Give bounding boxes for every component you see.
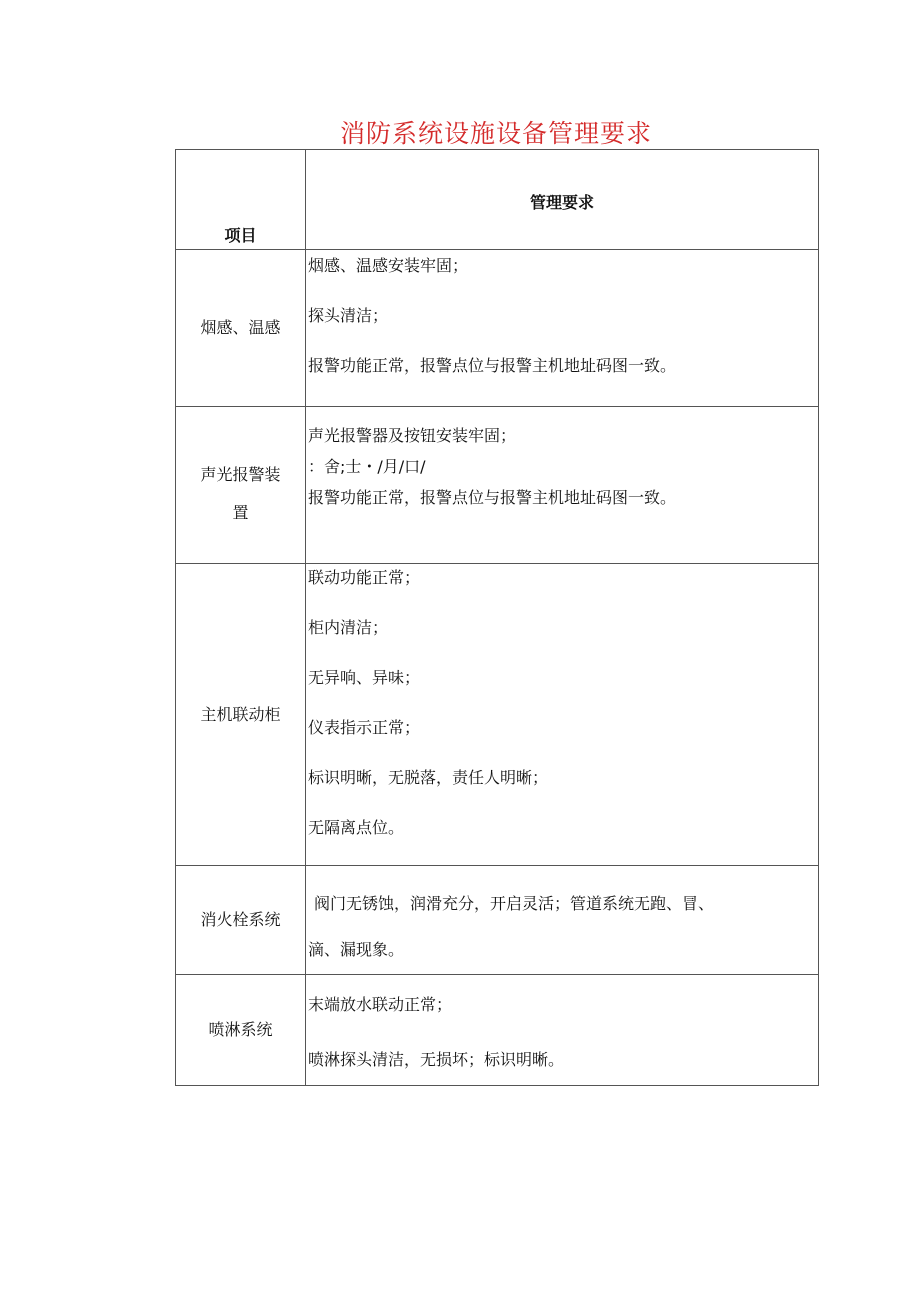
item-cell xyxy=(176,866,306,975)
header-item-cell xyxy=(176,150,306,250)
item-cell xyxy=(176,975,306,1086)
header-requirements-cell xyxy=(306,150,819,250)
table-row xyxy=(176,866,819,975)
table-row xyxy=(176,407,819,564)
item-name: 烟感、温感 xyxy=(200,318,281,337)
requirement-line: ：舍;士・/月/口/ xyxy=(308,457,426,476)
item-cell xyxy=(176,407,306,564)
item-name-continued: 置 xyxy=(232,503,249,522)
table-row xyxy=(176,250,819,407)
requirement-line: 联动功能正常； xyxy=(308,568,421,587)
item-name: 主机联动柜 xyxy=(200,704,281,724)
requirement-line: 柜内清洁； xyxy=(308,618,389,637)
requirement-line: 末端放水联动正常； xyxy=(308,995,453,1014)
requirement-line: 报警功能正常，报警点位与报警主机地址码图一致。 xyxy=(308,488,677,507)
table-header-row xyxy=(176,150,819,250)
item-name: 喷淋系统 xyxy=(208,1020,273,1039)
document-title: 消防系统设施设备管理要求 xyxy=(339,119,652,148)
requirements-cell xyxy=(306,407,819,564)
requirements-cell xyxy=(306,866,819,975)
table-row xyxy=(176,564,819,866)
item-name: 声光报警装 xyxy=(200,465,281,484)
requirement-line: 滴、漏现象。 xyxy=(308,940,405,959)
requirements-cell xyxy=(306,564,819,866)
item-cell xyxy=(176,250,306,407)
requirements-cell xyxy=(306,975,819,1086)
requirement-line: 阀门无锈蚀，润滑充分，开启灵活；管道系统无跑、冒、 xyxy=(314,894,715,913)
requirements-cell xyxy=(306,250,819,407)
requirement-line: 仪表指示正常； xyxy=(308,718,421,737)
item-cell xyxy=(176,564,306,866)
requirement-line: 喷淋探头清洁，无损坏；标识明晰。 xyxy=(308,1050,565,1069)
requirement-line: 探头清洁； xyxy=(308,306,389,325)
item-name: 消火栓系统 xyxy=(200,910,281,929)
header-requirements-label: 管理要求 xyxy=(529,193,594,212)
requirement-line: 无隔离点位。 xyxy=(308,818,405,837)
requirement-line: 报警功能正常，报警点位与报警主机地址码图一致。 xyxy=(308,356,677,375)
table-row xyxy=(176,975,819,1086)
header-item-label: 项目 xyxy=(224,226,257,245)
requirement-line: 声光报警器及按钮安装牢固； xyxy=(308,426,517,445)
requirements-table xyxy=(175,149,819,1086)
requirement-line: 烟感、温感安装牢固； xyxy=(308,256,469,275)
requirement-line: 标识明晰，无脱落，责任人明晰； xyxy=(308,768,549,787)
requirement-line: 无异响、异味； xyxy=(308,668,421,687)
